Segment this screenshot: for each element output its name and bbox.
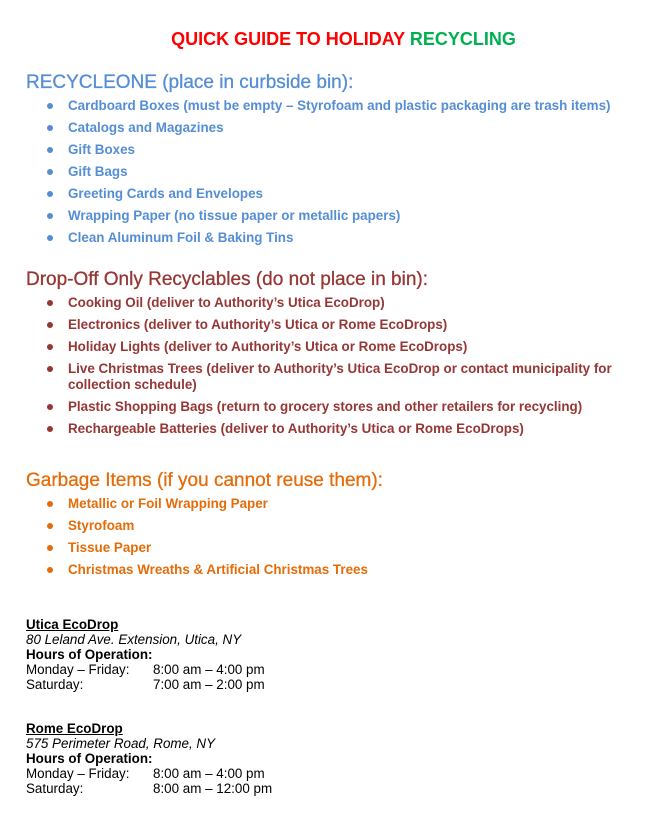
list-item-text: Greeting Cards and Envelopes	[68, 186, 263, 201]
list-item-text: Gift Boxes	[68, 142, 135, 157]
list-item-text: Tissue Paper	[68, 540, 152, 555]
title-part-green: RECYCLING	[409, 29, 516, 49]
hours-day: Monday – Friday:	[26, 766, 130, 781]
list-item	[26, 230, 656, 246]
bullet-icon	[47, 191, 53, 197]
location-address: 80 Leland Ave. Extension, Utica, NY	[26, 632, 242, 647]
hours-row	[26, 766, 272, 781]
recycleone-list	[26, 98, 656, 246]
bullet-icon	[47, 169, 53, 175]
location-name: Utica EcoDrop	[26, 617, 119, 632]
location-name: Rome EcoDrop	[26, 721, 123, 736]
list-item	[26, 120, 656, 136]
garbage-section	[26, 469, 656, 578]
list-item	[26, 562, 656, 578]
list-item	[26, 164, 656, 180]
dropoff-section	[26, 268, 656, 437]
bullet-icon	[47, 213, 53, 219]
garbage-list	[26, 496, 656, 578]
list-item-text: Electronics (deliver to Authority’s Utica or Rome EcoDrops)	[68, 317, 448, 332]
location-rome	[26, 721, 272, 796]
list-item-text: Styrofoam	[68, 518, 135, 533]
bullet-icon	[47, 545, 53, 551]
list-item	[26, 496, 656, 512]
list-item	[26, 421, 656, 437]
list-item	[26, 339, 656, 355]
list-item	[26, 361, 656, 393]
list-item-text: Cardboard Boxes (must be empty – Styrofoam and plastic packaging are trash items)	[68, 98, 611, 113]
bullet-icon	[47, 103, 53, 109]
list-item-text: Clean Aluminum Foil & Baking Tins	[68, 230, 294, 245]
bullet-icon	[47, 567, 53, 573]
hours-day: Saturday:	[26, 781, 84, 796]
hours-time: 8:00 am – 12:00 pm	[153, 781, 273, 796]
list-item	[26, 295, 656, 311]
list-item-text: Cooking Oil (deliver to Authority’s Utica EcoDrop)	[68, 295, 385, 310]
list-item	[26, 98, 656, 114]
hours-row	[26, 662, 265, 677]
section-heading: Garbage Items (if you cannot reuse them):	[26, 470, 383, 491]
bullet-icon	[47, 344, 53, 350]
title-part-red: QUICK GUIDE TO HOLIDAY	[171, 29, 405, 49]
recycleone-section	[26, 71, 656, 246]
list-item	[26, 208, 656, 224]
bullet-icon	[47, 426, 53, 432]
list-item-text: Wrapping Paper (no tissue paper or metallic papers)	[68, 208, 401, 223]
hours-day: Monday – Friday:	[26, 662, 130, 677]
bullet-icon	[47, 501, 53, 507]
hours-day: Saturday:	[26, 677, 84, 692]
section-heading: RECYCLEONE (place in curbside bin):	[26, 72, 354, 93]
section-heading: Drop-Off Only Recyclables (do not place in bin):	[26, 269, 428, 290]
hours-row	[26, 677, 265, 692]
bullet-icon	[47, 404, 53, 410]
dropoff-list	[26, 295, 656, 437]
location-utica	[26, 617, 265, 692]
bullet-icon	[47, 300, 53, 306]
hours-label: Hours of Operation:	[26, 751, 153, 766]
list-item	[26, 317, 656, 333]
list-item-text: Rechargeable Batteries (deliver to Authority’s Utica or Rome EcoDrops)	[68, 421, 524, 436]
list-item-text: Gift Bags	[68, 164, 128, 179]
list-item	[26, 518, 656, 534]
bullet-icon	[47, 235, 53, 241]
hours-time: 8:00 am – 4:00 pm	[153, 662, 265, 677]
list-item-text: Catalogs and Magazines	[68, 120, 224, 135]
hours-time: 8:00 am – 4:00 pm	[153, 766, 265, 781]
list-item-text: Holiday Lights (deliver to Authority’s Utica or Rome EcoDrops)	[68, 339, 468, 354]
list-item	[26, 540, 656, 556]
location-address: 575 Perimeter Road, Rome, NY	[26, 736, 216, 751]
bullet-icon	[47, 366, 53, 372]
list-item-text: Plastic Shopping Bags (return to grocery stores and other retailers for recycling)	[68, 399, 583, 414]
bullet-icon	[47, 125, 53, 131]
hours-row	[26, 781, 272, 796]
list-item-text: Live Christmas Trees (deliver to Authority’s Utica EcoDrop or contact municipality for collection schedule)	[68, 361, 612, 392]
bullet-icon	[47, 322, 53, 328]
list-item	[26, 399, 656, 415]
hours-label: Hours of Operation:	[26, 647, 153, 662]
page-title	[0, 29, 661, 50]
hours-time: 7:00 am – 2:00 pm	[153, 677, 265, 692]
bullet-icon	[47, 523, 53, 529]
list-item	[26, 186, 656, 202]
list-item-text: Christmas Wreaths & Artificial Christmas Trees	[68, 562, 368, 577]
list-item-text: Metallic or Foil Wrapping Paper	[68, 496, 268, 511]
list-item	[26, 142, 656, 158]
bullet-icon	[47, 147, 53, 153]
